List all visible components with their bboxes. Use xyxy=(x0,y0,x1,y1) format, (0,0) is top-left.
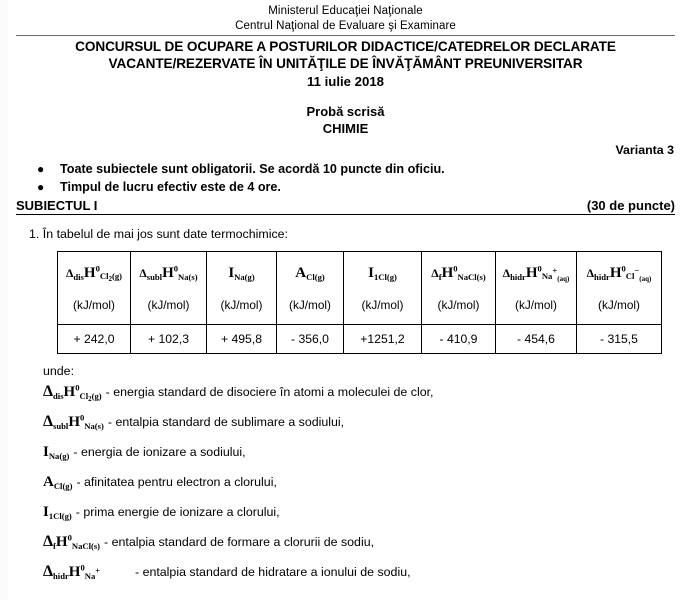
table-cell-unit: (kJ/mol) xyxy=(577,290,662,325)
definitions-list xyxy=(16,383,675,593)
exam-title-line-2: VACANTE/REZERVATE ÎN UNITĂŢILE DE ÎNVĂŢĂMÂNT PREUNIVERSITAR xyxy=(108,55,583,71)
question-number: 1. xyxy=(29,227,40,241)
table-cell-value: + 242,0 xyxy=(58,325,131,354)
definition-text: - entalpia standard de hidratare a ionului de sodiu, xyxy=(135,565,411,579)
question-1 xyxy=(16,226,675,243)
table-cell-symbol xyxy=(277,252,344,291)
section-points: (30 de puncte) xyxy=(586,198,675,213)
section-header xyxy=(16,197,675,215)
exam-subject: CHIMIE xyxy=(322,121,369,136)
table-cell-value: - 315,5 xyxy=(577,325,662,354)
table-row-values xyxy=(58,325,662,354)
chem-symbol-delta-hidr-H-Na-ion: $\Delta_{hidr}H^0_{Na^+_{(aq)}}$ xyxy=(502,263,570,284)
chem-symbol-delta-hidr-H-Na-ion: $\Delta_{hidr}H^0_{Na^+}$ xyxy=(43,562,101,581)
table-row-symbols xyxy=(58,252,662,291)
table-cell-value: +1251,2 xyxy=(344,325,422,354)
chem-symbol-A-Cl: $A_{Cl(g)}$ xyxy=(295,264,325,282)
definition-row xyxy=(43,503,675,533)
bullet-icon: ● xyxy=(37,162,45,176)
table-cell-symbol xyxy=(207,252,277,291)
definition-text: - entalpia standard de formare a clorurii de sodiu, xyxy=(104,535,375,549)
table-cell-value: + 495,8 xyxy=(207,325,277,354)
table-cell-symbol xyxy=(496,252,577,291)
definition-text: - entalpia standard de sublimare a sodiului, xyxy=(107,415,345,429)
table-cell-symbol xyxy=(577,252,662,291)
definition-row xyxy=(43,533,675,563)
table-cell-unit: (kJ/mol) xyxy=(344,290,422,325)
table-cell-symbol xyxy=(344,252,422,291)
instruction-item xyxy=(16,160,675,178)
question-text: În tabelul de mai jos sunt date termochimice: xyxy=(42,227,288,241)
thermochemical-data-table xyxy=(57,251,662,354)
definition-row xyxy=(43,383,675,413)
chem-symbol-delta-hidr-H-Cl-ion: $\Delta_{hidr}H^0_{Cl^-_{(aq)}}$ xyxy=(586,263,652,284)
thermo-table-wrapper xyxy=(16,251,675,354)
instruction-text: Toate subiectele sunt obligatorii. Se acordă 10 puncte din oficiu. xyxy=(60,162,445,176)
exam-title xyxy=(16,39,675,72)
table-cell-symbol xyxy=(58,252,131,291)
definitions-lead: unde: xyxy=(43,364,75,378)
chem-symbol-delta-subl-H-Na: $\Delta_{subl}H^0_{Na(s)}$ xyxy=(139,263,198,282)
instruction-item xyxy=(16,178,675,196)
table-cell-unit: (kJ/mol) xyxy=(422,290,496,325)
table-cell-value: + 102,3 xyxy=(131,325,207,354)
definition-row xyxy=(43,563,675,593)
chem-symbol-I-Na: $I_{Na(g)}$ xyxy=(43,444,70,461)
chem-symbol-A-Cl: $A_{Cl(g)}$ xyxy=(43,474,73,491)
ministry-line-2: Centrul Naţional de Evaluare şi Examinare xyxy=(235,19,456,32)
definition-text: - afinitatea pentru electron a clorului, xyxy=(76,475,277,489)
section-label: SUBIECTUL I xyxy=(16,198,98,213)
definition-row xyxy=(43,443,675,473)
ministry-line-1: Ministerul Educaţiei Naţionale xyxy=(268,5,423,17)
chem-symbol-I-1Cl: $I_{1Cl(g)}$ xyxy=(43,504,72,521)
exam-date: 11 iulie 2018 xyxy=(307,74,384,89)
page-left-margin-strip xyxy=(0,0,8,600)
instructions-list xyxy=(16,160,675,196)
table-cell-unit: (kJ/mol) xyxy=(496,290,577,325)
table-cell-symbol xyxy=(422,252,496,291)
ministry-header xyxy=(16,0,675,33)
bullet-icon: ● xyxy=(37,180,45,194)
table-cell-unit: (kJ/mol) xyxy=(131,290,207,325)
exam-title-line-1: CONCURSUL DE OCUPARE A POSTURILOR DIDACTICE/CATEDRELOR DECLARATE xyxy=(75,39,616,54)
table-cell-unit: (kJ/mol) xyxy=(58,290,131,325)
table-cell-value: - 410,9 xyxy=(422,325,496,354)
chem-symbol-delta-dis-H-Cl2: $\Delta_{dis}H^0_{Cl_2(g)}$ xyxy=(43,382,102,403)
table-cell-symbol xyxy=(131,252,207,291)
exam-form-label: Probă scrisă xyxy=(306,104,385,119)
definition-row xyxy=(43,473,675,503)
chem-symbol-I-Na: $I_{Na(g)}$ xyxy=(228,264,255,282)
instruction-text: Timpul de lucru efectiv este de 4 ore. xyxy=(60,180,281,194)
definition-row xyxy=(43,413,675,443)
chem-symbol-delta-f-H-NaCl: $\Delta_fH^0_{NaCl(s)}$ xyxy=(431,263,486,282)
chem-symbol-I-1Cl: $I_{1Cl(g)}$ xyxy=(368,264,397,282)
definition-text: - energia standard de disociere în atomi a moleculei de clor, xyxy=(105,385,434,399)
table-row-units xyxy=(58,290,662,325)
table-cell-unit: (kJ/mol) xyxy=(277,290,344,325)
definition-text: - prima energie de ionizare a clorului, xyxy=(75,505,280,519)
chem-symbol-delta-f-H-NaCl: $\Delta_fH^0_{NaCl(s)}$ xyxy=(43,532,101,551)
header-divider xyxy=(16,35,675,36)
table-cell-value: - 356,0 xyxy=(277,325,344,354)
variant-label: Varianta 3 xyxy=(615,143,674,157)
chem-symbol-delta-subl-H-Na: $\Delta_{subl}H^0_{Na(s)}$ xyxy=(43,412,104,431)
chem-symbol-delta-dis-H-Cl2: $\Delta_{dis}H^0_{Cl_2(g)}$ xyxy=(65,263,122,284)
table-cell-unit: (kJ/mol) xyxy=(207,290,277,325)
definition-text: - energia de ionizare a sodiului, xyxy=(73,445,246,459)
table-cell-value: - 454,6 xyxy=(496,325,577,354)
